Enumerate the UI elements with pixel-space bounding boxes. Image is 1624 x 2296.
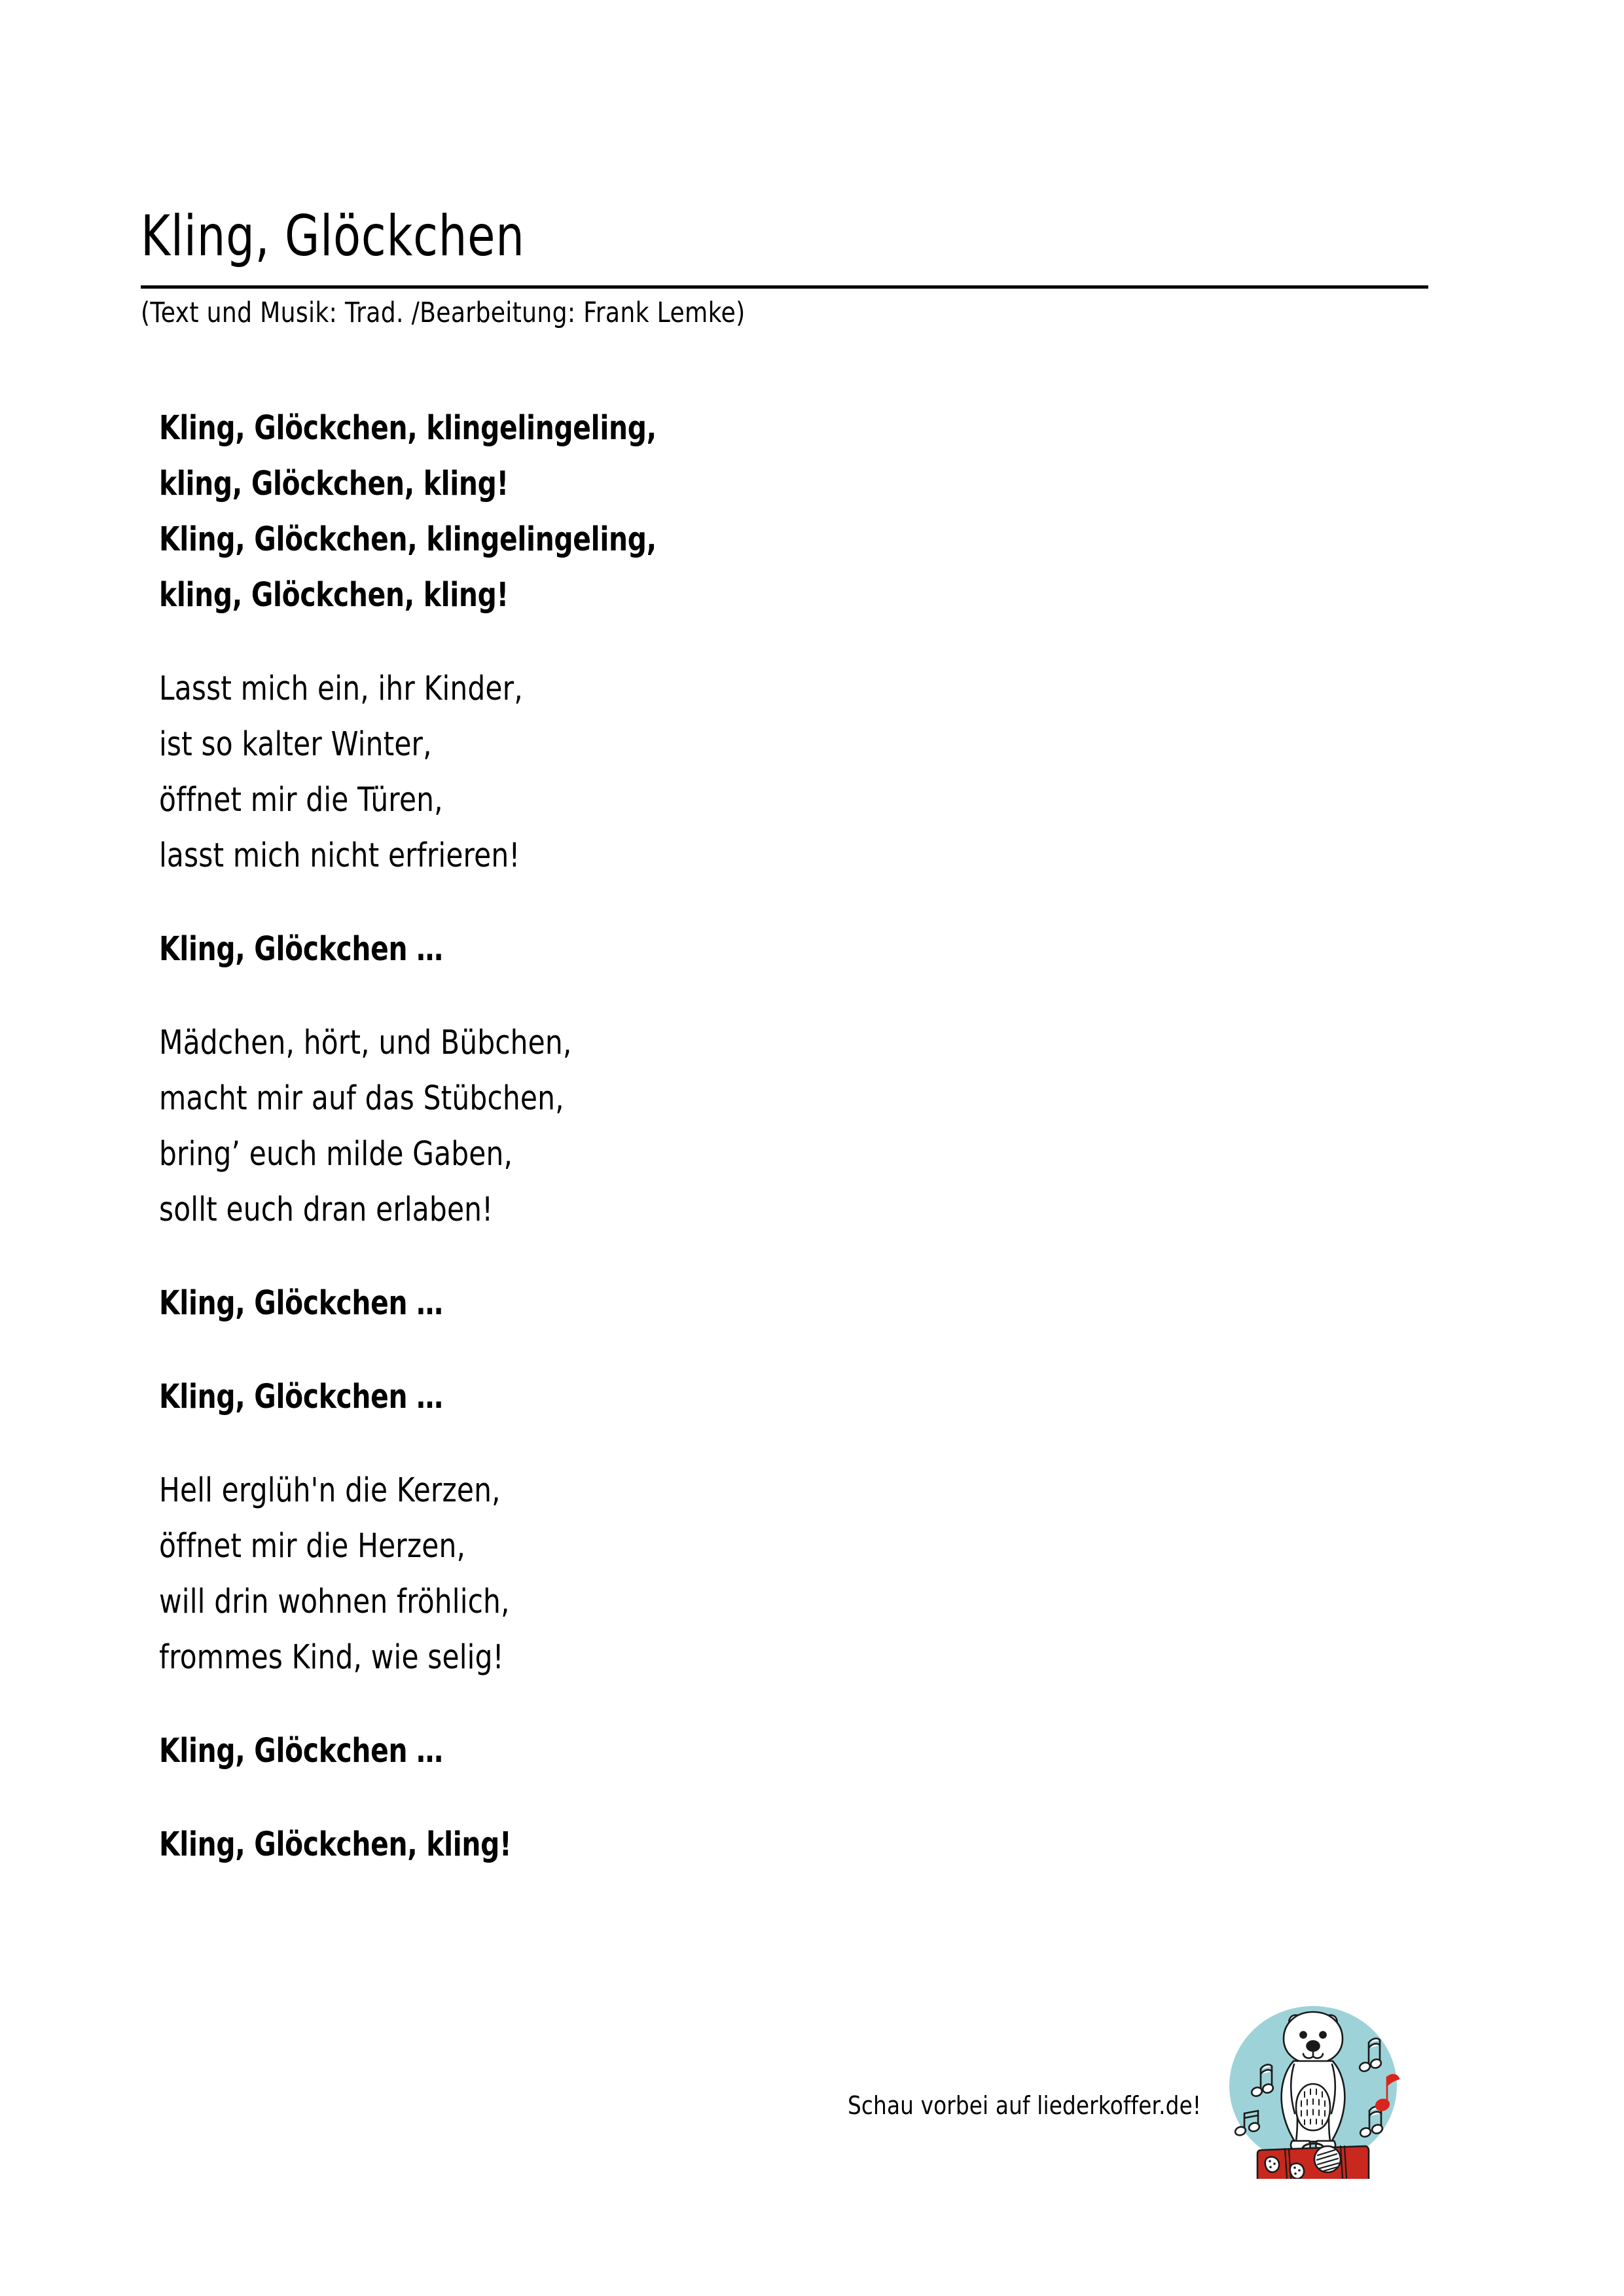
bear-nose	[1307, 2041, 1320, 2051]
verse-stanza	[159, 1015, 1403, 1238]
refrain-stanza	[159, 1369, 1403, 1425]
bear-eye-right	[1320, 2032, 1326, 2037]
footer-promo-text: Schau vorbei auf liederkoffer.de!	[848, 2091, 1202, 2120]
lyric-line: Kling, Glöckchen …	[159, 1732, 443, 1770]
lyric-line: frommes Kind, wie selig!	[159, 1638, 504, 1677]
lyric-line: Kling, Glöckchen, klingelingeling,	[159, 409, 657, 448]
lyric-line: kling, Glöckchen, kling!	[159, 576, 509, 615]
lyric-line: öffnet mir die Türen,	[159, 781, 443, 819]
lyric-line: ist so kalter Winter,	[159, 725, 432, 764]
lyric-line: sollt euch dran erlaben!	[159, 1191, 494, 1229]
verse-stanza	[159, 661, 1403, 884]
lyric-line: kling, Glöckchen, kling!	[159, 465, 509, 503]
refrain-stanza	[159, 1723, 1403, 1779]
lyric-line: Lasst mich ein, ihr Kinder,	[159, 670, 523, 708]
lyric-line: bring’ euch milde Gaben,	[159, 1135, 513, 1174]
lyric-line: Kling, Glöckchen …	[159, 1284, 443, 1323]
lyrics-body	[159, 401, 1403, 1873]
refrain-stanza	[159, 401, 1403, 623]
lyric-line: lasst mich nicht erfrieren!	[159, 836, 520, 875]
page-title: Kling, Glöckchen	[141, 204, 525, 269]
lyric-line: Kling, Glöckchen, kling!	[159, 1825, 512, 1864]
liederkoffer-logo	[1224, 2001, 1402, 2179]
lyric-line: will drin wohnen fröhlich,	[159, 1583, 510, 1621]
lyric-line: öffnet mir die Herzen,	[159, 1527, 466, 1566]
footer	[848, 2062, 1522, 2258]
credits-subtitle: (Text und Musik: Trad. /Bearbeitung: Frank Lemke)	[141, 296, 746, 329]
lyric-line: Kling, Glöckchen …	[159, 1378, 443, 1416]
red-suitcase	[1257, 2144, 1369, 2179]
bear-eye-left	[1300, 2032, 1306, 2037]
lyric-line: Hell erglüh'n die Kerzen,	[159, 1471, 501, 1510]
lyric-line: Kling, Glöckchen, klingelingeling,	[159, 520, 657, 559]
lyric-line: Kling, Glöckchen …	[159, 930, 443, 969]
refrain-stanza	[159, 1276, 1403, 1331]
lyric-line: macht mir auf das Stübchen,	[159, 1079, 564, 1118]
verse-stanza	[159, 1463, 1403, 1685]
title-block	[141, 204, 1443, 329]
lyric-line: Mädchen, hört, und Bübchen,	[159, 1024, 572, 1062]
refrain-stanza	[159, 922, 1403, 977]
title-underline-rule	[141, 285, 1428, 289]
refrain-stanza	[159, 1817, 1403, 1873]
polar-bear-illustration	[1282, 2012, 1345, 2150]
